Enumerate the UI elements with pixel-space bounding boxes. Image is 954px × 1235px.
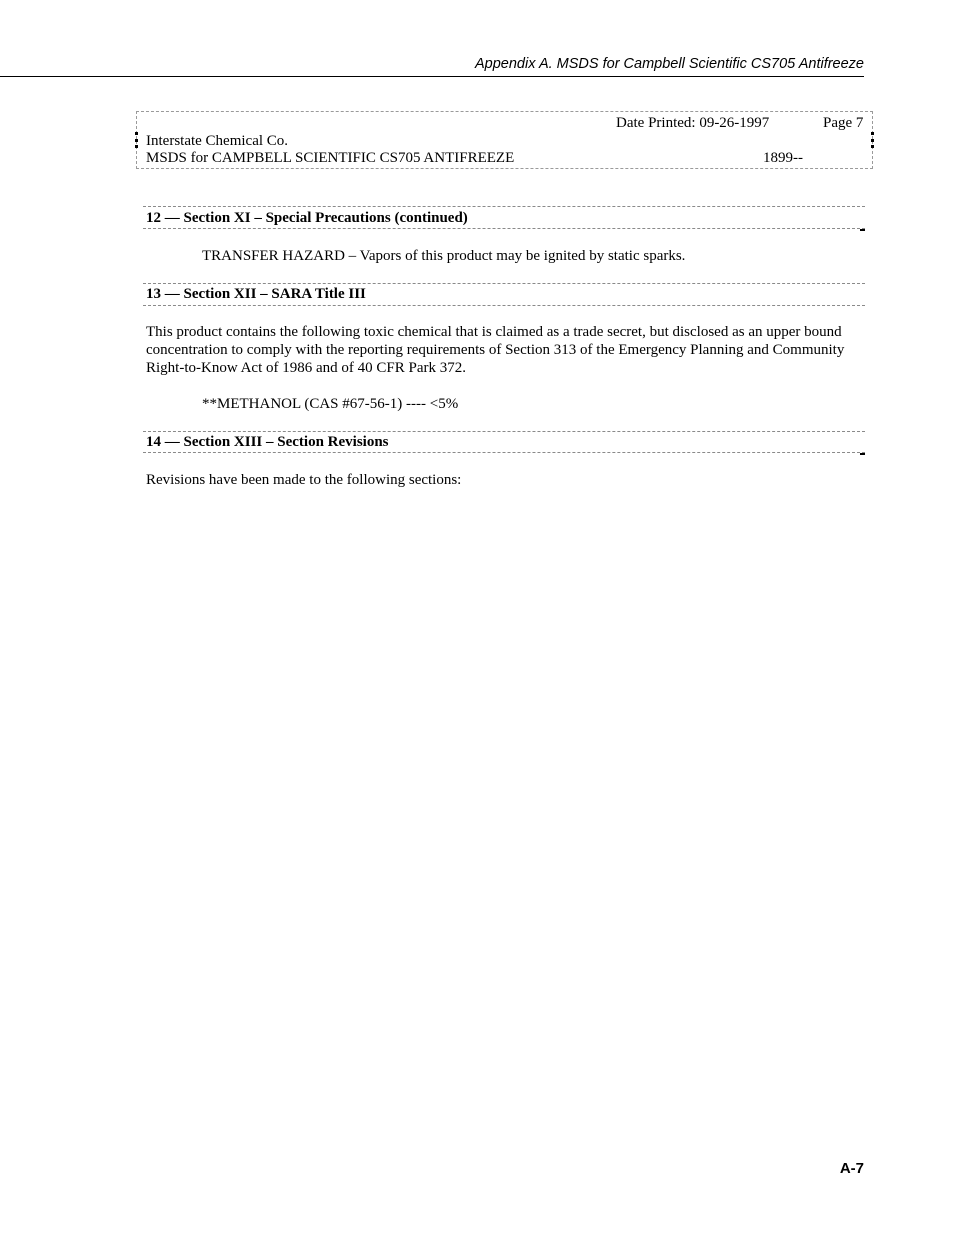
page-label: Page 7 bbox=[823, 115, 864, 131]
running-header: Appendix A. MSDS for Campbell Scientific CS705 Antifreeze bbox=[475, 56, 864, 72]
section-14-heading: 14 — Section XIII – Section Revisions bbox=[146, 434, 389, 450]
transfer-hazard-text: TRANSFER HAZARD – Vapors of this product may be ignited by static sparks. bbox=[202, 248, 686, 264]
section-13-top-rule bbox=[143, 283, 865, 284]
section-14-top-rule bbox=[143, 431, 865, 432]
section-12-top-rule bbox=[143, 206, 865, 207]
section-12-bottom-rule bbox=[143, 228, 865, 229]
section-12-marker bbox=[860, 229, 865, 231]
section-12-heading: 12 — Section XI – Special Precautions (continued) bbox=[146, 210, 468, 226]
section-14-marker bbox=[860, 453, 865, 455]
page-number: A-7 bbox=[839, 1160, 864, 1177]
document-number: 1899-- bbox=[763, 150, 803, 166]
company-name: Interstate Chemical Co. bbox=[146, 133, 289, 149]
sara-paragraph: This product contains the following toxic chemical that is claimed as a trade secret, but disclosed as an upper bound concentration to comply with the reporting requirements of Section 313 of the Emergency Planning and Community Right-to-Know Act of 1986 and of 40 CFR Park 372. bbox=[146, 324, 845, 376]
methanol-line: **METHANOL (CAS #67-56-1) ---- <5% bbox=[202, 396, 459, 412]
revisions-text: Revisions have been made to the following sections: bbox=[146, 472, 462, 488]
box-right-marker bbox=[871, 132, 874, 148]
section-13-bottom-rule bbox=[143, 305, 865, 306]
document-title: MSDS for CAMPBELL SCIENTIFIC CS705 ANTIFREEZE bbox=[146, 150, 515, 166]
msds-header-box bbox=[136, 111, 873, 169]
section-14-bottom-rule bbox=[143, 452, 865, 453]
header-rule bbox=[0, 76, 864, 77]
section-13-heading: 13 — Section XII – SARA Title III bbox=[146, 286, 366, 302]
box-left-marker bbox=[135, 132, 138, 148]
date-printed: Date Printed: 09-26-1997 bbox=[616, 115, 770, 131]
